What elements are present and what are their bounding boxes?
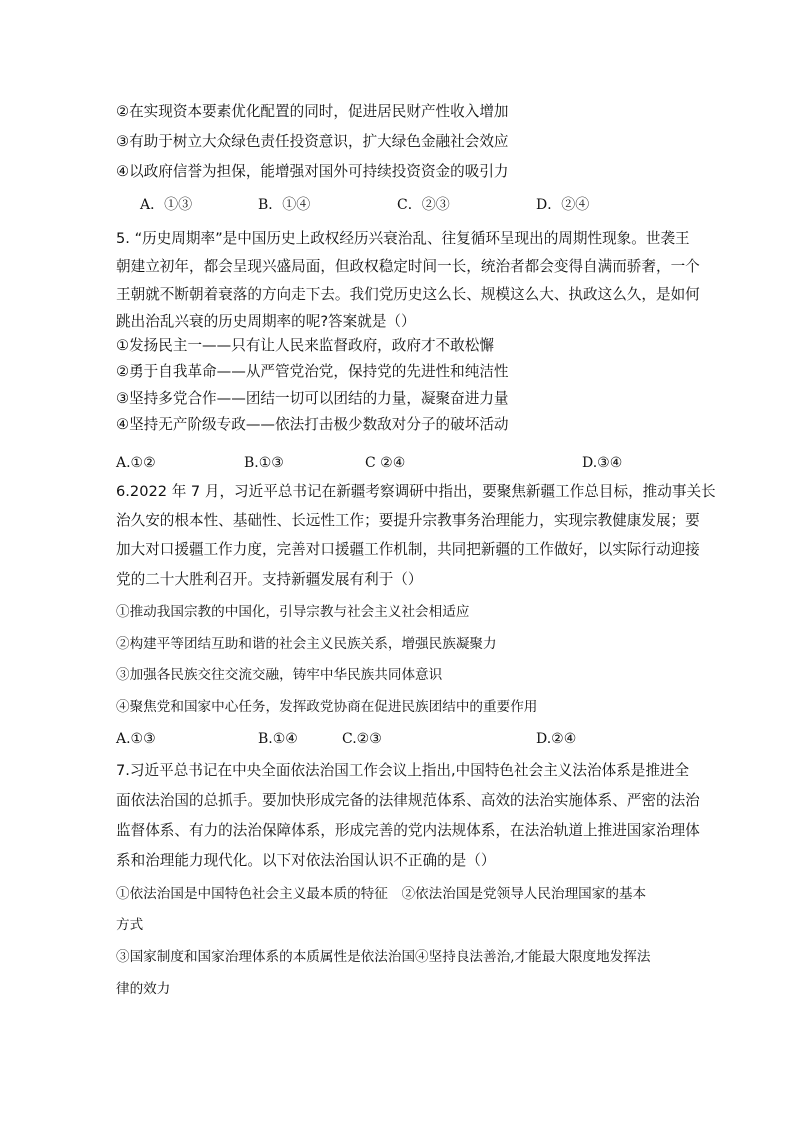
q6-item-4: ④聚焦党和国家中心任务，发挥政党协商在促进民族团结中的重要作用 [116, 699, 538, 715]
q5-item-1: ①发扬民主一——只有让人民来监督政府，政府才不敢松懈 [116, 337, 494, 354]
q7-item-2-cont: 方式 [116, 917, 144, 933]
q6-option-d: D.②④ [536, 731, 577, 747]
q7-item-4-cont: 律的效力 [116, 981, 171, 997]
q5-stem-line-3: 王朝就不断朝着衰落的方向走下去。我们党历史这么长、规模这么大、执政这么久，是如何 [116, 286, 700, 303]
q7-stem-line-3: 监督体系、有力的法治保障体系，形成完善的党内法规体系，在法治轨道上推进国家治理体 [116, 822, 700, 839]
q6-item-3: ③加强各民族交往交流交融，铸牢中华民族共同体意识 [116, 667, 443, 683]
q6-option-b: B.①④ [258, 731, 298, 747]
q5-item-3: ③坚持多党合作——团结一切可以团结的力量，凝聚奋进力量 [116, 390, 509, 407]
q5-option-c: C ②④ [365, 455, 406, 471]
q4-option-d: D．②④ [536, 197, 590, 213]
q4-item-3: ③有助于树立大众绿色责任投资意识，扩大绿色金融社会效应 [116, 133, 509, 150]
q7-item-1-2: ①依法治国是中国特色社会主义最本质的特征 ②依法治国是党领导人民治理国家的基本 [116, 886, 647, 902]
q5-stem-line-1: 5. “历史周期率”是中国历史上政权经历兴衰治乱、往复循环呈现出的周期性现象。世袭王 [116, 230, 690, 247]
q4-option-c: C．②③ [397, 197, 450, 213]
q5-item-4: ④坚持无产阶级专政——依法打击极少数敌对分子的破坏活动 [116, 416, 509, 433]
q5-stem-line-2: 朝建立初年，都会呈现兴盛局面，但政权稳定时间一长，统治者都会变得自满而骄奢，一个 [116, 258, 700, 275]
q6-stem-line-3: 加大对口援疆工作力度，完善对口援疆工作机制，共同把新疆的工作做好，以实际行动迎接 [116, 541, 700, 558]
q4-item-4: ④以政府信誉为担保，能增强对国外可持续投资资金的吸引力 [116, 163, 509, 180]
q5-option-d: D.③④ [582, 455, 623, 471]
q5-item-2: ②勇于自我革命——从严管党治党，保持党的先进性和纯洁性 [116, 363, 509, 380]
q7-stem-line-1: 7.习近平总书记在中央全面依法治国工作会议上指出,中国特色社会主义法治体系是推进全 [116, 762, 690, 779]
q5-option-a: A.①② [116, 455, 156, 471]
q6-item-2: ②构建平等团结互助和谐的社会主义民族关系，增强民族凝聚力 [116, 636, 497, 652]
q7-item-3-4: ③国家制度和国家治理体系的本质属性是依法治国④坚持良法善治,才能最大限度地发挥法 [116, 949, 651, 965]
q5-option-b: B.①③ [244, 455, 284, 471]
q4-item-2: ②在实现资本要素优化配置的同时，促进居民财产性收入增加 [116, 103, 509, 120]
q5-stem-line-4: 跳出治乱兴衰的历史周期率的呢?答案就是（） [116, 313, 416, 330]
q4-option-a: A．①③ [140, 197, 193, 213]
q7-stem-line-4: 系和治理能力现代化。以下对依法治国认识不正确的是（） [116, 852, 496, 869]
q6-stem-line-1: 6.2022 年 7 月，习近平总书记在新疆考察调研中指出，要聚焦新疆工作总目标，推动事关长 [116, 483, 716, 500]
q6-item-1: ①推动我国宗教的中国化，引导宗教与社会主义社会相适应 [116, 604, 470, 620]
q6-stem-line-2: 治久安的根本性、基础性、长远性工作；要提升宗教事务治理能力，实现宗教健康发展；要 [116, 512, 700, 529]
q6-option-a: A.①③ [116, 731, 156, 747]
q7-stem-line-2: 面依法治国的总抓手。要加快形成完备的法律规范体系、高效的法治实施体系、严密的法治 [116, 792, 700, 809]
q6-option-c: C.②③ [342, 731, 382, 747]
q4-option-b: B．①④ [258, 197, 311, 213]
q6-stem-line-4: 党的二十大胜利召开。支持新疆发展有利于（） [116, 571, 423, 588]
